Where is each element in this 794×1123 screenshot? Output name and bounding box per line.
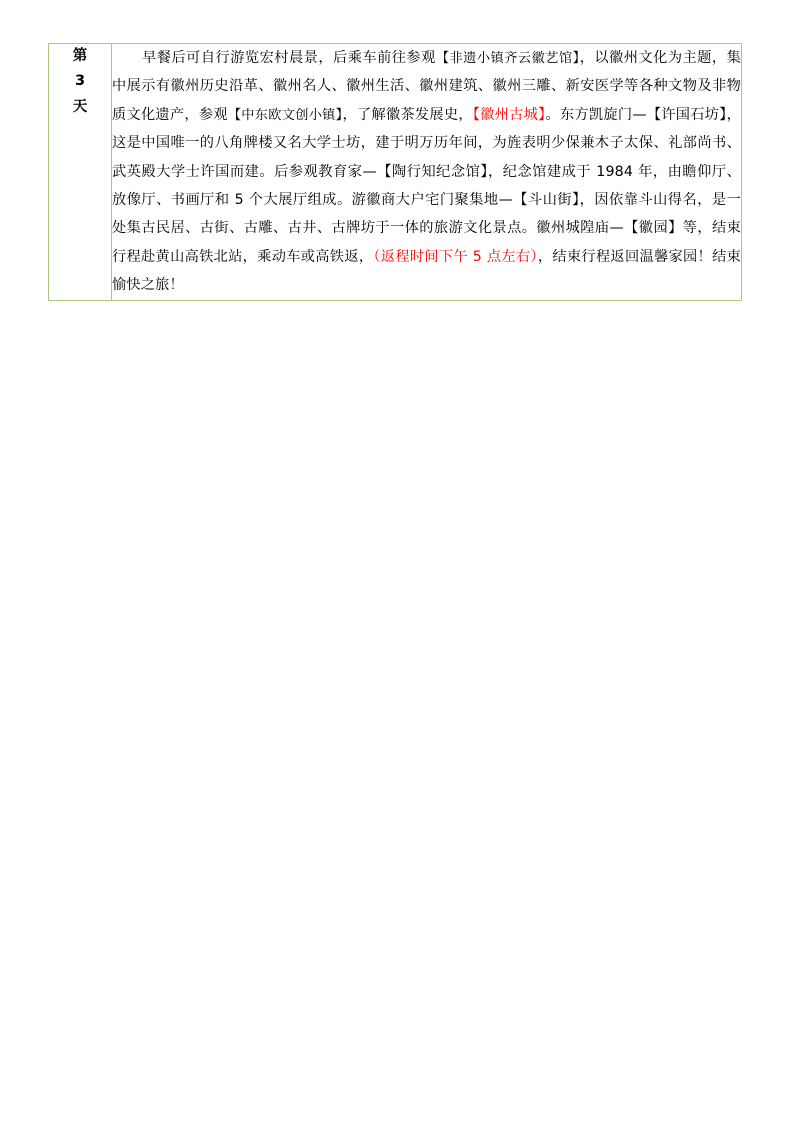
text-segment-9: ，结束行程返回温馨家园！结束愉快之旅！ <box>112 248 741 294</box>
day-label-line-2: 3 <box>74 73 86 90</box>
itinerary-table <box>48 43 742 301</box>
text-segment-7: 。东方凯旋门—【许国石坊】，这是中国唯一的八角牌楼又名大学士坊，建于明万历年间，为旌表明少保兼木子太保、礼部尚书、武英殿大学士许国而建。后参观教育家—【陶行知纪念馆】，纪念馆建成于 1984 年，由瞻仰厅、放像厅、书画厅和 5 个大展厅组成。游徽商大户宅门聚集地—【斗山街】，因依靠斗山得名，是一处集古民居、古街、古雕、古井、古牌坊于一体的旅游文化景点。徽州城隍庙—【徽园】等，结束行程赴黄山高铁北站，乘动车或高铁返， <box>112 106 741 265</box>
text-segment-3: ，以徽州文化为主题，集中展示有徽州历史沿革、徽州名人、徽州生活、徽州建筑、徽州三雕、新安医学等各种文物及非物质文化遗产，参观 <box>112 50 741 123</box>
day-label-cell <box>49 44 112 301</box>
text-segment-8-highlight: （返程时间下午 5 点左右） <box>373 248 538 265</box>
text-segment-5: ，了解徽茶发展史， <box>342 106 473 123</box>
table-row <box>49 44 742 301</box>
day-label-line-1: 第 <box>72 48 88 64</box>
day-label-line-3: 天 <box>72 98 88 115</box>
text-segment-4-attraction: 【中东欧文创小镇】 <box>227 107 343 123</box>
text-segment-2-attraction: 【非遗小镇齐云徽艺馆】 <box>435 51 580 66</box>
itinerary-paragraph <box>112 44 741 300</box>
itinerary-content-cell <box>112 44 742 301</box>
text-segment-1: 早餐后可自行游览宏村晨景，后乘车前往参观 <box>141 50 436 66</box>
text-segment-6-highlight: 【徽州古城】 <box>472 106 546 123</box>
